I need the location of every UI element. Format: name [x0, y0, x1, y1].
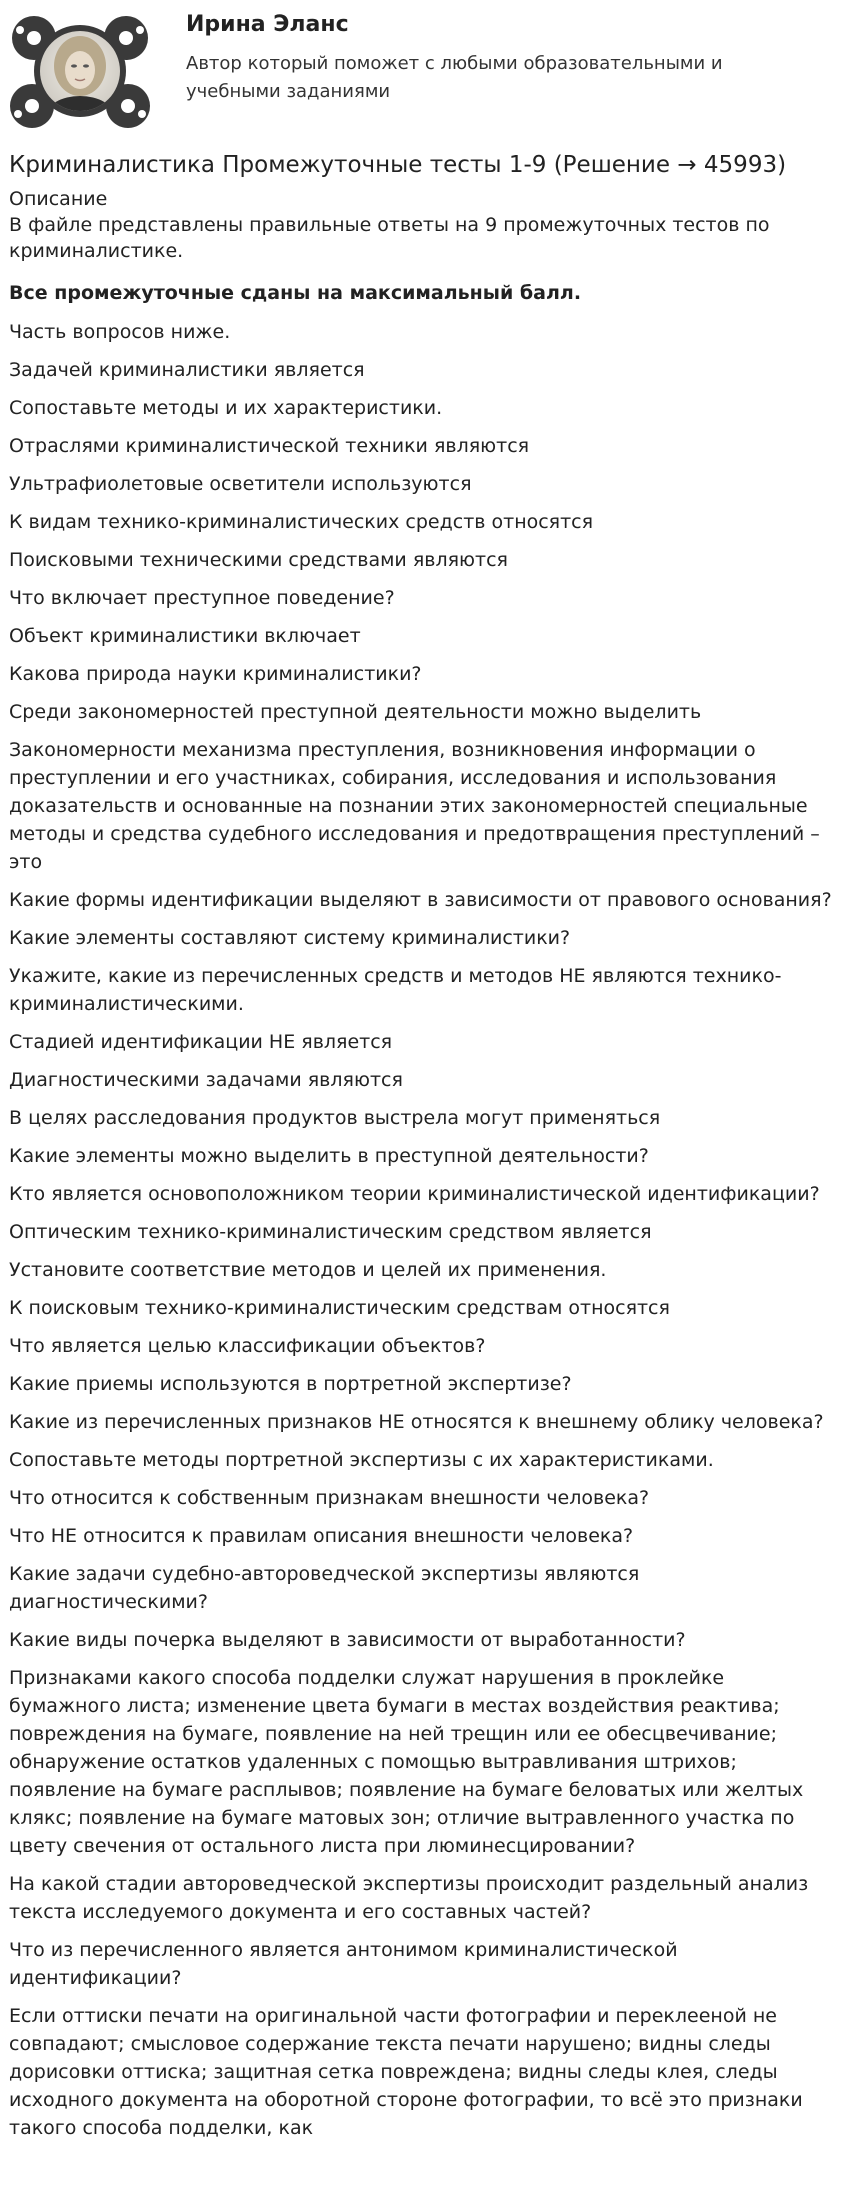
question-item: Объект криминалистики включает	[9, 625, 361, 647]
question-item: Что относится к собственным признакам внешности человека?	[9, 1487, 650, 1509]
author-avatar[interactable]	[6, 8, 154, 134]
question-item: Закономерности механизма преступления, возникновения информации о преступлении и его участниках, собирания, исследования и использования доказательств и основанные на познании этих закономерностей специальные методы и средства судебного исследования и предотвращения преступлений – это	[9, 739, 820, 873]
question-item: Какова природа науки криминалистики?	[9, 663, 422, 685]
question-item: Признаками какого способа подделки служат нарушения в проклейке бумажного листа; изменение цвета бумаги в местах воздействия реактива; повреждения на бумаге, появление на ней трещин или ее обесцвечивание; обнаружение остатков удаленных с помощью вытравливания штрихов; появление на бумаге расплывов; появление на бумаге беловатых или желтых клякс; появление на бумаге матовых зон; отличие вытравленного участка по цвету свечения от остального листа при люминесцировании?	[9, 1667, 804, 1857]
question-item: Что является целью классификации объектов?	[9, 1335, 486, 1357]
question-item: Задачей криминалистики является	[9, 359, 365, 381]
question-item: Что из перечисленного является антонимом криминалистической идентификации?	[9, 1939, 678, 1989]
author-card	[0, 0, 847, 150]
question-item: Какие из перечисленных признаков НЕ относятся к внешнему облику человека?	[9, 1411, 824, 1433]
question-item: Какие формы идентификации выделяют в зависимости от правового основания?	[9, 889, 832, 911]
question-item: Что включает преступное поведение?	[9, 587, 395, 609]
work-content	[0, 150, 847, 2142]
question-item: Стадией идентификации НЕ является	[9, 1031, 393, 1053]
question-item: Ультрафиолетовые осветители используются	[9, 473, 472, 495]
author-description: Автор который поможет с любыми образовательными и учебными заданиями	[186, 53, 723, 102]
avatar-image	[6, 8, 154, 134]
question-item: Какие виды почерка выделяют в зависимости от выработанности?	[9, 1629, 686, 1651]
question-item: Сопоставьте методы и их характеристики.	[9, 397, 443, 419]
question-list	[9, 318, 838, 2142]
question-item: Установите соответствие методов и целей их применения.	[9, 1259, 607, 1281]
question-item: Поисковыми техническими средствами являются	[9, 549, 508, 571]
question-item: Укажите, какие из перечисленных средств и методов НЕ являются технико-криминалистическими.	[9, 965, 782, 1015]
question-item: Какие элементы можно выделить в преступной деятельности?	[9, 1145, 649, 1167]
work-title: Криминалистика Промежуточные тесты 1-9 (Решение → 45993)	[9, 152, 787, 178]
question-item: Кто является основоположником теории криминалистической идентификации?	[9, 1183, 820, 1205]
author-name[interactable]: Ирина Эланс	[186, 12, 349, 37]
question-item: Сопоставьте методы портретной экспертизы с их характеристиками.	[9, 1449, 714, 1471]
question-item: Диагностическими задачами являются	[9, 1069, 403, 1091]
description-label: Описание	[9, 188, 108, 210]
question-item: Что НЕ относится к правилам описания внешности человека?	[9, 1525, 634, 1547]
question-item: Если оттиски печати на оригинальной части фотографии и переклееной не совпадают; смысловое содержание текста печати нарушено; видны следы дорисовки оттиска; защитная сетка повреждена; видны следы клея, следы исходного документа на оборотной стороне фотографии, то всё это признаки такого способа подделки, как	[9, 2005, 803, 2139]
question-item: Отраслями криминалистической техники являются	[9, 435, 530, 457]
question-item: Какие элементы составляют систему криминалистики?	[9, 927, 571, 949]
question-item: Какие приемы используются в портретной экспертизе?	[9, 1373, 572, 1395]
question-item: Оптическим технико-криминалистическим средством является	[9, 1221, 652, 1243]
question-item: Какие задачи судебно-автороведческой экспертизы являются диагностическими?	[9, 1563, 640, 1613]
highlight-text: Все промежуточные сданы на максимальный балл.	[9, 282, 582, 304]
question-item: В целях расследования продуктов выстрела могут применяться	[9, 1107, 661, 1129]
question-item: К видам технико-криминалистических средств относятся	[9, 511, 594, 533]
question-item: Часть вопросов ниже.	[9, 321, 231, 343]
question-item: К поисковым технико-криминалистическим средствам относятся	[9, 1297, 670, 1319]
description-text: В файле представлены правильные ответы на 9 промежуточных тестов по криминалистике.	[9, 214, 770, 262]
question-item: На какой стадии автороведческой экспертизы происходит раздельный анализ текста исследуемого документа и его составных частей?	[9, 1873, 809, 1923]
question-item: Среди закономерностей преступной деятельности можно выделить	[9, 701, 702, 723]
